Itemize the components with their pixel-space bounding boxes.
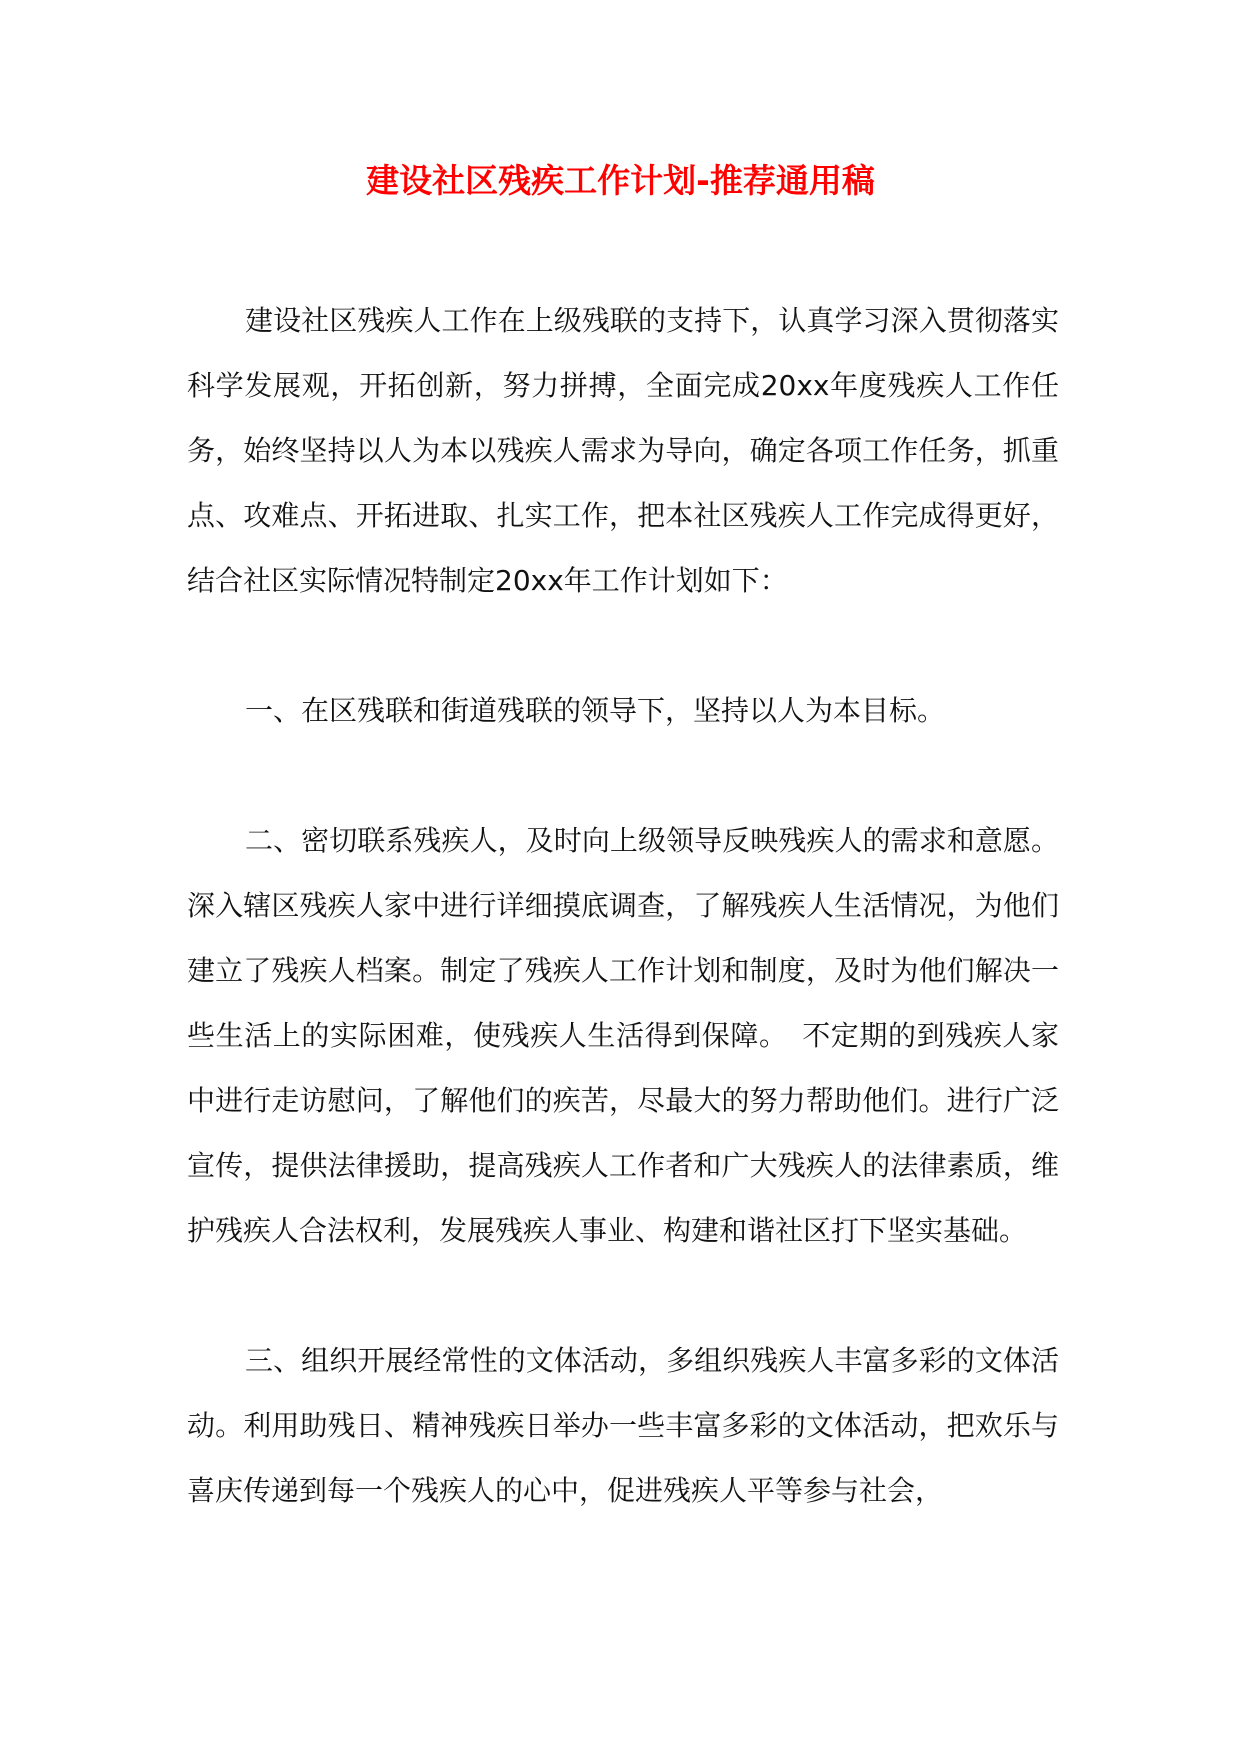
document-body <box>187 288 1059 1523</box>
document-title: 建设社区残疾工作计划-推荐通用稿 <box>366 161 875 200</box>
paragraph-section-1: 一、在区残联和街道残联的领导下，坚持以人为本目标。 <box>245 694 946 727</box>
paragraph-section-3: 三、组织开展经常性的文体活动，多组织残疾人丰富多彩的文体活动。利用助残日、精神残疾日举办一些丰富多彩的文体活动，把欢乐与喜庆传递到每一个残疾人的心中，促进残疾人平等参与社会， <box>187 1344 1059 1507</box>
paragraph-intro: 建设社区残疾人工作在上级残联的支持下，认真学习深入贯彻落实科学发展观，开拓创新，努力拼搏，全面完成20xx年度残疾人工作任务，始终坚持以人为本以残疾人需求为导向，确定各项工作任务，抓重点、攻难点、开拓进取、扎实工作，把本社区残疾人工作完成得更好，结合社区实际情况特制定20xx年工作计划如下： <box>187 304 1059 597</box>
paragraph-section-2: 二、密切联系残疾人，及时向上级领导反映残疾人的需求和意愿。深入辖区残疾人家中进行详细摸底调查，了解残疾人生活情况，为他们建立了残疾人档案。制定了残疾人工作计划和制度，及时为他们解决一些生活上的实际困难，使残疾人生活得到保障。 不定期的到残疾人家中进行走访慰问，了解他们的疾苦，尽最大的努力帮助他们。进行广泛宣传，提供法律援助，提高残疾人工作者和广大残疾人的法律素质，维护残疾人合法权利，发展残疾人事业、构建和谐社区打下坚实基础。 <box>187 824 1059 1247</box>
